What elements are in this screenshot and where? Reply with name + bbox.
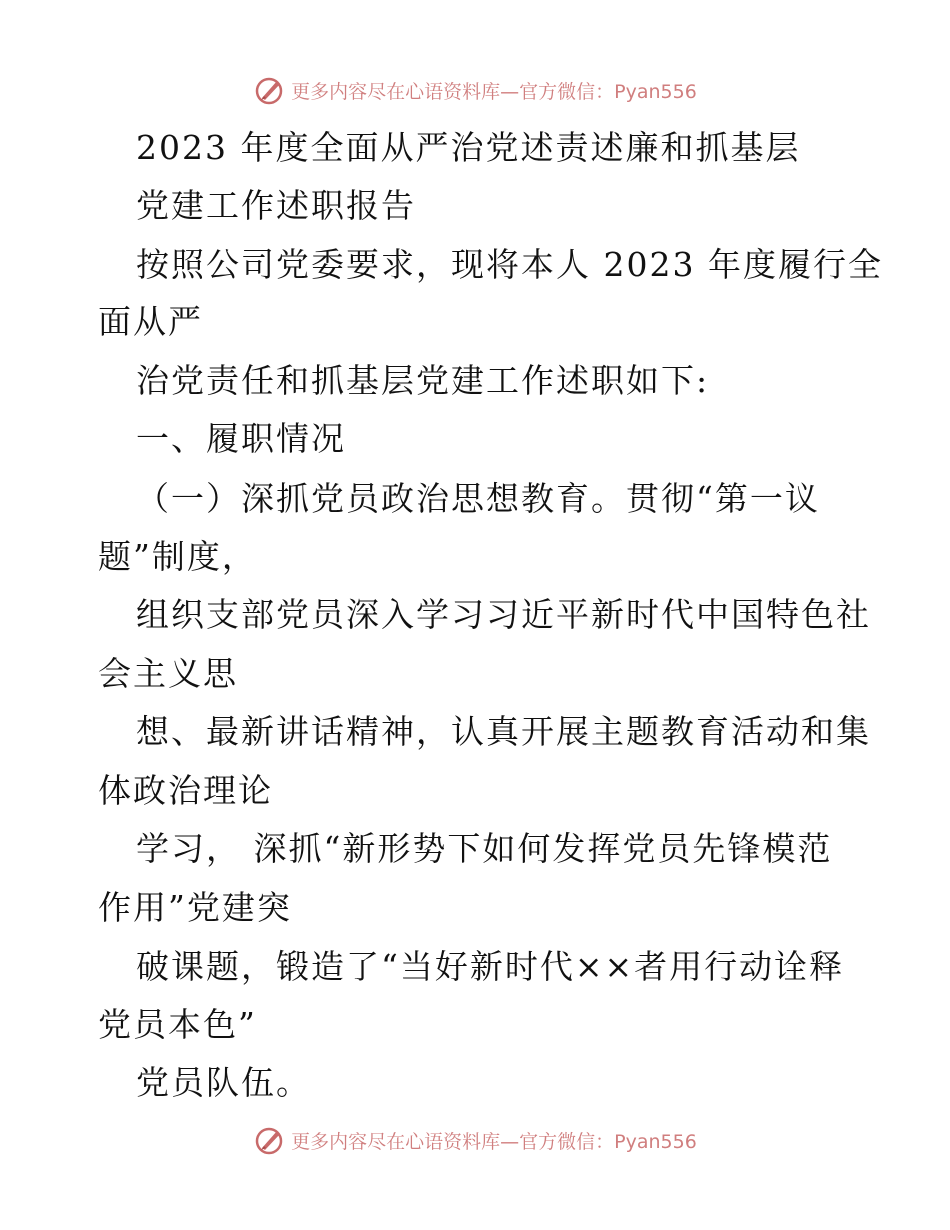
- paragraph-line: 学习， 深抓“新形势下如何发挥党员先锋模范: [136, 829, 833, 868]
- paragraph-line: 想、最新讲话精神，认真开展主题教育活动和集: [136, 712, 871, 751]
- watermark-text: 更多内容尽在心语资料库—官方微信：Pyan556: [291, 80, 697, 103]
- paragraph-line: 组织支部党员深入学习习近平新时代中国特色社: [136, 595, 871, 634]
- paragraph-line: 党员本色”: [98, 1005, 257, 1044]
- paragraph-line: 党员队伍。: [136, 1063, 311, 1102]
- title-line-2: 党建工作述职报告: [136, 186, 416, 225]
- paragraph-line: 题”制度，: [98, 537, 257, 576]
- paragraph-line: 按照公司党委要求，现将本人 2023 年度履行全: [136, 245, 883, 284]
- paragraph-line: 会主义思: [98, 654, 238, 693]
- watermark-text: 更多内容尽在心语资料库—官方微信：Pyan556: [291, 1130, 697, 1153]
- paragraph-line: 破课题，锻造了“当好新时代××者用行动诠释: [136, 947, 845, 986]
- paragraph-line: 治党责任和抓基层党建工作述职如下:: [136, 361, 710, 400]
- title-line-1: 2023 年度全面从严治党述责述廉和抓基层: [136, 128, 801, 167]
- paragraph-line: 体政治理论: [98, 771, 273, 810]
- paragraph-line: 面从严: [98, 302, 203, 341]
- section-heading: 一、履职情况: [136, 419, 346, 458]
- paragraph-line: 作用”党建突: [98, 888, 292, 927]
- quill-pen-logo-icon: [253, 1124, 285, 1156]
- subsection-heading: （一）深抓党员政治思想教育。贯彻“第一议: [136, 479, 820, 518]
- watermark-footer: [0, 1120, 950, 1160]
